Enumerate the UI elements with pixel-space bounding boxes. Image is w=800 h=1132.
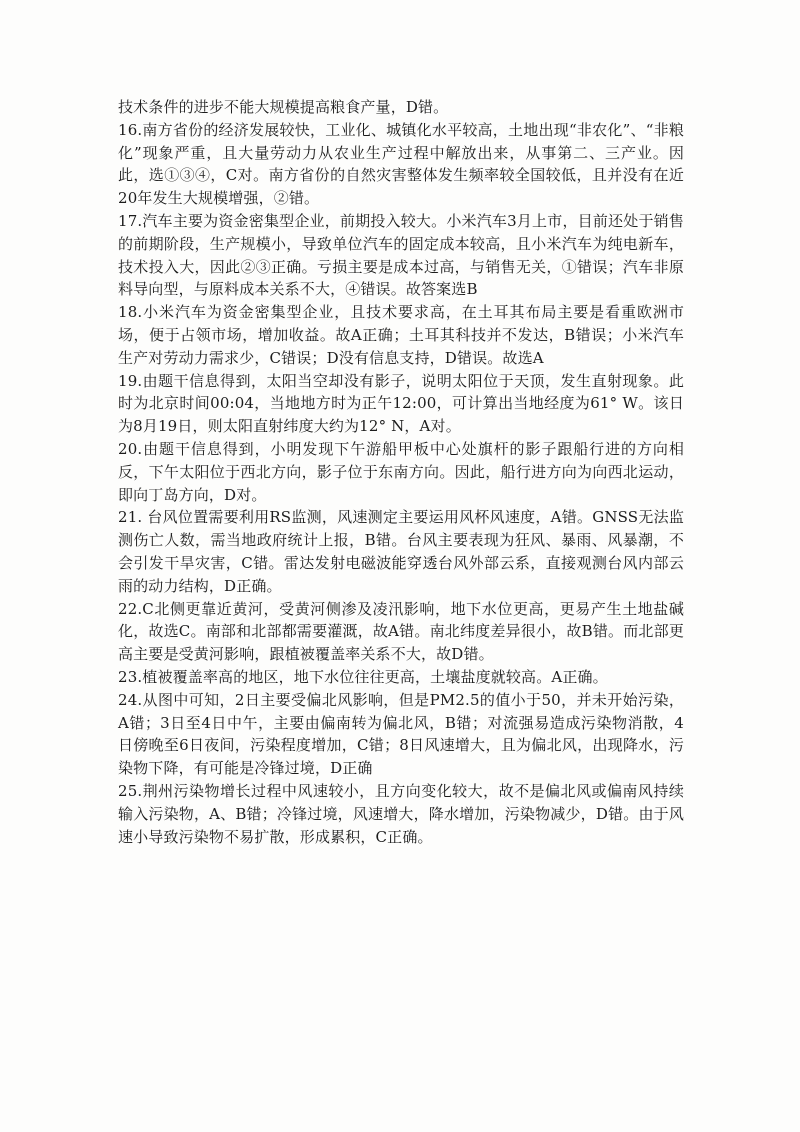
paragraph-continuation: 技术条件的进步不能大规模提高粮食产量，D错。: [118, 98, 449, 116]
paragraph-q22: 22.C北侧更靠近黄河，受黄河侧渗及凌汛影响，地下水位更高，更易产生土地盐碱化，故选C。南部和北部都需要灌溉，故A错。南北纬度差异很小，故B错。而北部更高主要是受黄河影响，跟植被覆盖率关系不大，故D错。: [118, 599, 684, 664]
paragraph-q19: 19.由题干信息得到，太阳当空却没有影子，说明太阳位于天顶，发生直射现象。此时为北京时间00:04，当地地方时为正午12:00，可计算出当地经度为61° W。该日为8月19日，则太阳直射纬度大约为12° N，A对。: [118, 371, 684, 436]
paragraph-q24: 24.从图中可知，2日主要受偏北风影响，但是PM2.5的值小于50，并未开始污染，A错；3日至4日中午，主要由偏南转为偏北风，B错；对流强易造成污染物消散，4日傍晚至6日夜间，污染程度增加，C错；8日风速增大，且为偏北风，出现降水，污染物下降，有可能是冷锋过境，D正确: [118, 690, 684, 778]
paragraph-q20: 20.由题干信息得到，小明发现下午游船甲板中心处旗杆的影子跟船行进的方向相反，下午太阳位于西北方向，影子位于东南方向。因此，船行进方向为向西北运动，即向丁岛方向，D对。: [118, 439, 684, 504]
paragraph-q16: 16.南方省份的经济发展较快，工业化、城镇化水平较高，土地出现“非农化”、“非粮化”现象严重，且大量劳动力从农业生产过程中解放出来，从事第二、三产业。因此，选①③④，C对。南方省份的自然灾害整体发生频率较全国较低，且并没有在近20年发生大规模增强，②错。: [118, 120, 684, 208]
answer-text-block: [118, 96, 684, 848]
paragraph-q25: 25.荆州污染物增长过程中风速较小，且方向变化较大，故不是偏北风或偏南风持续输入污染物，A、B错；冷锋过境，风速增大，降水增加，污染物减少，D错。由于风速小导致污染物不易扩散，形成累积，C正确。: [118, 781, 684, 846]
paragraph-q21: 21. 台风位置需要利用RS监测，风速测定主要运用风杯风速度，A错。GNSS无法监测伤亡人数，需当地政府统计上报，B错。台风主要表现为狂风、暴雨、风暴潮，不会引发干旱灾害，C错。雷达发射电磁波能穿透台风外部云系，直接观测台风内部云雨的动力结构，D正确。: [118, 508, 684, 595]
paragraph-q18: 18.小米汽车为资金密集型企业，且技术要求高，在土耳其布局主要是看重欧洲市场，便于占领市场，增加收益。故A正确；土耳其科技并不发达，B错误；小米汽车生产对劳动力需求少，C错误；D没有信息支持，D错误。故选A: [118, 303, 684, 367]
paragraph-q17: 17.汽车主要为资金密集型企业，前期投入较大。小米汽车3月上市，目前还处于销售的前期阶段，生产规模小，导致单位汽车的固定成本较高，且小米汽车为纯电新车，技术投入大，因此②③正确。亏损主要是成本过高，与销售无关，①错误；汽车非原料导向型，与原料成本关系不大，④错误。故答案选B: [118, 211, 684, 299]
paragraph-q23: 23.植被覆盖率高的地区，地下水位往往更高，土壤盐度就较高。A正确。: [118, 667, 608, 686]
